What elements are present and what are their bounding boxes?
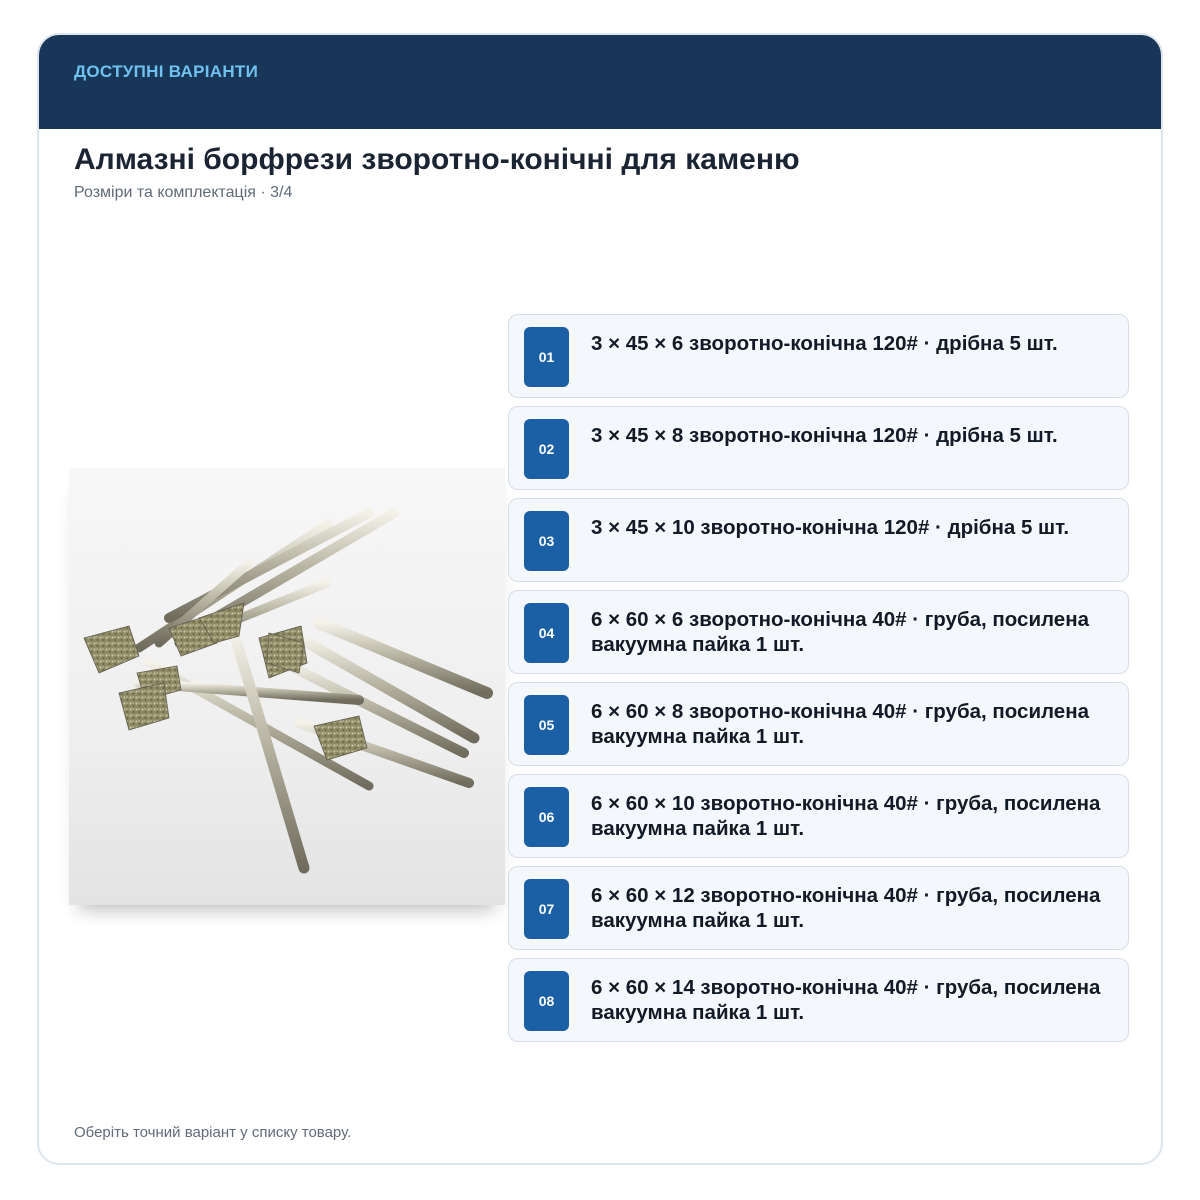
variant-number-badge: 06 bbox=[524, 787, 569, 847]
diamond-burs-illustration bbox=[69, 468, 505, 905]
variant-label: 6 × 60 × 12 зворотно-конічна 40# · груба, посилена вакуумна пайка 1 шт. bbox=[591, 884, 1101, 932]
variant-item[interactable] bbox=[508, 406, 1129, 490]
variant-number-badge: 01 bbox=[524, 327, 569, 387]
product-photo bbox=[69, 468, 505, 905]
variant-item[interactable] bbox=[508, 774, 1129, 858]
variant-item[interactable] bbox=[508, 866, 1129, 950]
variant-number-badge: 05 bbox=[524, 695, 569, 755]
variant-label: 6 × 60 × 6 зворотно-конічна 40# · груба, посилена вакуумна пайка 1 шт. bbox=[591, 608, 1089, 656]
variant-label: 3 × 45 × 6 зворотно-конічна 120# · дрібна 5 шт. bbox=[591, 332, 1058, 355]
variant-label: 6 × 60 × 14 зворотно-конічна 40# · груба, посилена вакуумна пайка 1 шт. bbox=[591, 976, 1101, 1024]
variant-number-badge: 08 bbox=[524, 971, 569, 1031]
header-banner bbox=[39, 35, 1161, 129]
variant-item[interactable] bbox=[508, 498, 1129, 582]
variant-list bbox=[508, 314, 1129, 1050]
page-subtitle: Розміри та комплектація · 3/4 bbox=[74, 184, 293, 201]
variant-number-badge: 03 bbox=[524, 511, 569, 571]
variant-label: 6 × 60 × 8 зворотно-конічна 40# · груба, посилена вакуумна пайка 1 шт. bbox=[591, 700, 1089, 748]
variant-label: 3 × 45 × 8 зворотно-конічна 120# · дрібна 5 шт. bbox=[591, 424, 1058, 447]
footer-note: Оберіть точний варіант у списку товару. bbox=[74, 1124, 352, 1141]
page-title: Алмазні борфрези зворотно-конічні для каменю bbox=[74, 143, 800, 176]
variant-label: 3 × 45 × 10 зворотно-конічна 120# · дрібна 5 шт. bbox=[591, 516, 1070, 539]
banner-label: ДОСТУПНІ ВАРІАНТИ bbox=[74, 62, 259, 81]
variant-label: 6 × 60 × 10 зворотно-конічна 40# · груба, посилена вакуумна пайка 1 шт. bbox=[591, 792, 1101, 840]
variant-item[interactable] bbox=[508, 682, 1129, 766]
variant-number-badge: 07 bbox=[524, 879, 569, 939]
variant-item[interactable] bbox=[508, 314, 1129, 398]
product-card bbox=[37, 33, 1163, 1165]
variant-number-badge: 04 bbox=[524, 603, 569, 663]
variant-item[interactable] bbox=[508, 958, 1129, 1042]
variant-number-badge: 02 bbox=[524, 419, 569, 479]
variant-item[interactable] bbox=[508, 590, 1129, 674]
